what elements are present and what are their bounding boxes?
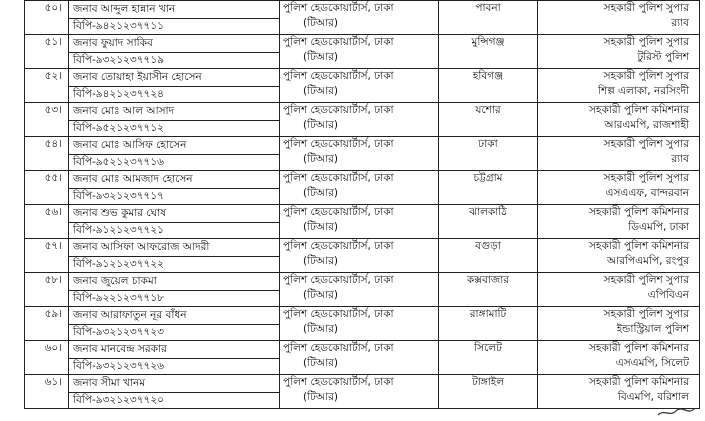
post-unit: র‍্যাব [671, 153, 689, 165]
officer-name: জনাব সীমা খানম [73, 377, 146, 389]
table-row [25, 35, 700, 69]
office-sub: (টিআর) [303, 289, 338, 301]
office-name: পুলিশ হেডকোয়ার্টার্স, ঢাকা [283, 2, 394, 14]
post-title: সহকারী পুলিশ সুপার [603, 274, 689, 286]
district-cell: যশোর [439, 103, 538, 137]
name-cell [69, 273, 280, 307]
name-cell [69, 341, 280, 375]
district-cell: সিলেট [439, 341, 538, 375]
serial-cell: ৫৯। [25, 307, 69, 341]
table-row [25, 103, 700, 137]
post-title: সহকারী পুলিশ সুপার [603, 138, 689, 150]
office-cell [280, 137, 439, 171]
office-cell [280, 205, 439, 239]
office-cell [280, 69, 439, 103]
serial-cell: ৫১। [25, 35, 69, 69]
serial-cell: ৫৩। [25, 103, 69, 137]
serial-cell: ৫০। [25, 1, 69, 35]
district-cell: কক্সবাজার [439, 273, 538, 307]
office-name: পুলিশ হেডকোয়ার্টার্স, ঢাকা [283, 206, 394, 218]
name-cell [69, 137, 280, 171]
posting-table [24, 0, 700, 409]
office-cell [280, 171, 439, 205]
pen-mark [656, 405, 696, 419]
post-title: সহকারী পুলিশ কমিশনার [589, 206, 689, 218]
post-unit: টুরিস্ট পুলিশ [637, 51, 689, 63]
serial-cell: ৬০। [25, 341, 69, 375]
table-row [25, 137, 700, 171]
post-title: সহকারী পুলিশ কমিশনার [589, 376, 689, 388]
officer-name: জনাব আসিফা আফরোজ আদরী [73, 241, 210, 253]
post-title: সহকারী পুলিশ সুপার [603, 172, 689, 184]
office-name: পুলিশ হেডকোয়ার্টার্স, ঢাকা [283, 376, 394, 388]
office-cell [280, 239, 439, 273]
posting-list-sheet [24, 0, 700, 421]
post-unit: এপিবিএন [647, 289, 689, 301]
bp-number: বিপি-৯৩২১২৩৭৭১৭ [69, 188, 279, 204]
officer-name: জনাব মোঃ আল আসাদ [73, 105, 175, 117]
officer-name: জনাব জুয়েল চাকমা [73, 275, 157, 287]
office-cell [280, 307, 439, 341]
bp-number: বিপি-৯৪২১২৩৭৭২৪ [69, 86, 279, 102]
office-name: পুলিশ হেডকোয়ার্টার্স, ঢাকা [283, 308, 394, 320]
district-cell: ঢাকা [439, 137, 538, 171]
post-title: সহকারী পুলিশ সুপার [603, 70, 689, 82]
name-cell [69, 103, 280, 137]
office-name: পুলিশ হেডকোয়ার্টার্স, ঢাকা [283, 240, 394, 252]
bp-number: বিপি-৯৩২১২৩৭৭২৬ [69, 358, 279, 374]
post-cell [538, 35, 700, 69]
officer-name: জনাব মানবেন্দ্র সরকার [73, 343, 167, 355]
bp-number: বিপি-৯৪২১২৩৭৭১১ [69, 18, 279, 34]
district-cell: মুন্সিগঞ্জ [439, 35, 538, 69]
office-sub: (টিআর) [303, 323, 338, 335]
officer-name: জনাব শুভ কুমার ঘোষ [73, 207, 167, 219]
post-unit: র‍্যাব [671, 17, 689, 29]
post-cell [538, 171, 700, 205]
district-cell: হবিগঞ্জ [439, 69, 538, 103]
post-title: সহকারী পুলিশ কমিশনার [589, 240, 689, 252]
post-cell [538, 1, 700, 35]
bp-number: বিপি-৯৩২১২৩৭৭২৩ [69, 324, 279, 340]
bp-number: বিপি-৯৩২১২৩৭৭১৯ [69, 52, 279, 68]
office-sub: (টিআর) [303, 51, 338, 63]
table-row [25, 375, 700, 409]
table-row [25, 205, 700, 239]
post-cell [538, 69, 700, 103]
office-sub: (টিআর) [303, 17, 338, 29]
district-cell: পাবনা [439, 1, 538, 35]
table-row [25, 69, 700, 103]
bp-number: বিপি-৯৫২১২৩৭৭১২ [69, 120, 279, 136]
officer-name: জনাব মোঃ আসিফ হোসেন [73, 139, 187, 151]
post-unit: ডিএমপি, ঢাকা [628, 221, 689, 233]
post-cell [538, 137, 700, 171]
office-name: পুলিশ হেডকোয়ার্টার্স, ঢাকা [283, 274, 394, 286]
officer-name: জনাব ফুয়াদ সাকিব [73, 37, 153, 49]
office-name: পুলিশ হেডকোয়ার্টার্স, ঢাকা [283, 104, 394, 116]
post-unit: শিল্প এলাকা, নরসিংদী [598, 85, 689, 97]
bp-number: বিপি-৯১২১২৩৭৭২১ [69, 222, 279, 238]
name-cell [69, 171, 280, 205]
office-sub: (টিআর) [303, 255, 338, 267]
name-cell [69, 35, 280, 69]
serial-cell: ৫৫। [25, 171, 69, 205]
post-title: সহকারী পুলিশ সুপার [603, 308, 689, 320]
table-row [25, 171, 700, 205]
district-cell: চট্টগ্রাম [439, 171, 538, 205]
post-title: সহকারী পুলিশ কমিশনার [589, 342, 689, 354]
district-cell: টাঙ্গাইল [439, 375, 538, 409]
district-cell: ঝালকাঠি [439, 205, 538, 239]
post-title: সহকারী পুলিশ সুপার [603, 2, 689, 14]
post-title: সহকারী পুলিশ কমিশনার [589, 104, 689, 116]
officer-name: জনাব আরাফাতুন নূর বাঁধন [73, 309, 187, 321]
office-sub: (টিআর) [303, 153, 338, 165]
serial-cell: ৫৪। [25, 137, 69, 171]
name-cell [69, 205, 280, 239]
office-sub: (টিআর) [303, 85, 338, 97]
office-sub: (টিআর) [303, 391, 338, 403]
post-unit: আরপিএমপি, রংপুর [607, 255, 689, 267]
office-cell [280, 35, 439, 69]
office-name: পুলিশ হেডকোয়ার্টার্স, ঢাকা [283, 70, 394, 82]
table-row [25, 341, 700, 375]
post-cell [538, 239, 700, 273]
office-sub: (টিআর) [303, 357, 338, 369]
post-unit: এসএমপি, সিলেট [615, 357, 689, 369]
officer-name: জনাব আব্দুল হান্নান খান [73, 3, 176, 15]
post-unit: ইন্ডাস্ট্রিয়াল পুলিশ [616, 323, 689, 335]
table-row [25, 273, 700, 307]
office-cell [280, 103, 439, 137]
office-sub: (টিআর) [303, 187, 338, 199]
post-title: সহকারী পুলিশ সুপার [603, 36, 689, 48]
post-cell [538, 103, 700, 137]
office-cell [280, 375, 439, 409]
post-cell [538, 273, 700, 307]
office-cell [280, 341, 439, 375]
table-row [25, 239, 700, 273]
officer-name: জনাব মোঃ আমজাদ হোসেন [73, 173, 193, 185]
post-unit: বিএমপি, বরিশাল [617, 391, 689, 403]
post-cell [538, 205, 700, 239]
office-name: পুলিশ হেডকোয়ার্টার্স, ঢাকা [283, 36, 394, 48]
bp-number: বিপি-৯১২১২৩৭৭২২ [69, 256, 279, 272]
office-name: পুলিশ হেডকোয়ার্টার্স, ঢাকা [283, 172, 394, 184]
district-cell: রাঙ্গামাটি [439, 307, 538, 341]
name-cell [69, 307, 280, 341]
table-row [25, 1, 700, 35]
office-cell [280, 1, 439, 35]
name-cell [69, 1, 280, 35]
post-unit: এসএএফ, বান্দরবান [605, 187, 689, 199]
serial-cell: ৫২। [25, 69, 69, 103]
bp-number: বিপি-৯৫২১২৩৭৭১৬ [69, 154, 279, 170]
name-cell [69, 239, 280, 273]
name-cell [69, 69, 280, 103]
post-cell [538, 341, 700, 375]
serial-cell: ৫৮। [25, 273, 69, 307]
office-name: পুলিশ হেডকোয়ার্টার্স, ঢাকা [283, 138, 394, 150]
post-unit: আরএমপি, রাজশাহী [604, 119, 689, 131]
serial-cell: ৬১। [25, 375, 69, 409]
bp-number: বিপি-৯৩২১২৩৭৭২০ [69, 392, 279, 408]
name-cell [69, 375, 280, 409]
serial-cell: ৫৭। [25, 239, 69, 273]
office-sub: (টিআর) [303, 119, 338, 131]
post-cell [538, 375, 700, 409]
bp-number: বিপি-৯২২১২৩৭৭১৮ [69, 290, 279, 306]
serial-cell: ৫৬। [25, 205, 69, 239]
district-cell: বগুড়া [439, 239, 538, 273]
office-cell [280, 273, 439, 307]
officer-name: জনাব তোয়াহা ইয়াসীন হোসেন [73, 71, 202, 83]
table-row [25, 307, 700, 341]
office-sub: (টিআর) [303, 221, 338, 233]
post-cell [538, 307, 700, 341]
office-name: পুলিশ হেডকোয়ার্টার্স, ঢাকা [283, 342, 394, 354]
